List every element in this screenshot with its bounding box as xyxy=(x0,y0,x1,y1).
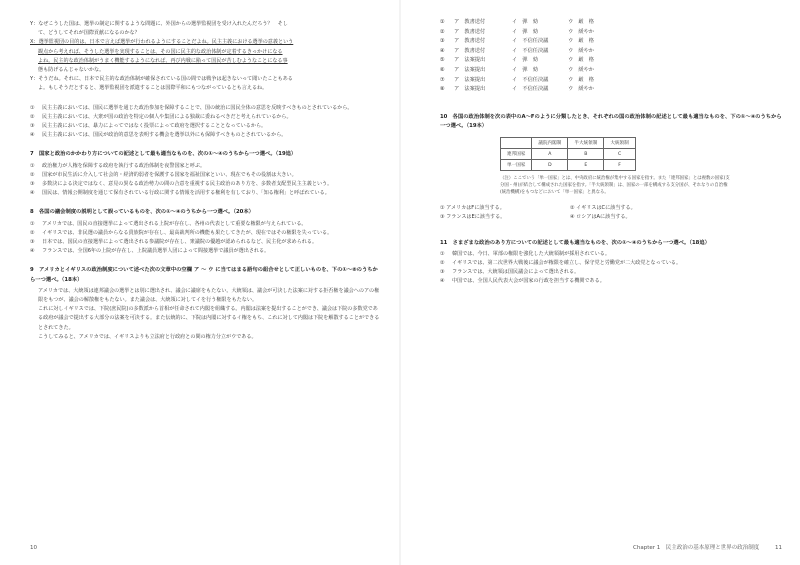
option-pair-row xyxy=(440,204,785,213)
choice-b: イ 不信任決議 xyxy=(512,47,549,54)
option-text: イギリスでは、非民選の議員からなる貴族院が存在し、最高裁判所の機能も果たしてきたが、現在ではその権限を失っている。 xyxy=(42,229,333,236)
option-number: ② xyxy=(30,113,35,120)
option-text: ② イギリスはCに該当する。 xyxy=(570,205,636,212)
option-row xyxy=(440,277,785,286)
option-text: イギリスでは、第二次世界大戦後に議会が権限を確立し、保守党と労働党が二大政党となっている。 xyxy=(452,259,682,266)
choice-c: ウ 厳 格 xyxy=(568,57,594,64)
option-number: ③ xyxy=(440,269,445,276)
choice-a: ア 教書送付 xyxy=(454,47,486,54)
choice-a: ア 法案提出 xyxy=(454,66,486,73)
q9-passage xyxy=(30,287,380,342)
option-row xyxy=(30,220,380,229)
choice-b: イ 弾 劾 xyxy=(512,28,538,35)
left-page-number: 10 xyxy=(30,545,37,551)
q9-answer-choices xyxy=(440,18,785,95)
option-number: ① xyxy=(30,162,35,169)
option-number: ③ xyxy=(30,239,35,246)
q8-options xyxy=(30,220,380,257)
passage-paragraph: こうしてみると、アメリカでは、イギリスよりも立法府と行政府との間の権力分立がウである。 xyxy=(38,333,257,340)
right-page-number: 11 xyxy=(775,545,782,551)
table-cell: F xyxy=(604,160,635,171)
table-cell: D xyxy=(532,160,568,171)
table-header-cell: 半大統領制 xyxy=(568,138,604,149)
choice-b: イ 弾 劾 xyxy=(512,19,538,25)
q6-options xyxy=(30,104,380,141)
option-text: 民主主義においては、暴力によってではなく投票によって政府を選択することとなっているから。 xyxy=(42,123,267,130)
choice-number: ② xyxy=(440,28,445,35)
choice-c: ウ 厳 格 xyxy=(568,76,594,83)
chapter-footer xyxy=(633,543,782,551)
choice-a: ア 法案提出 xyxy=(454,86,486,93)
option-text: 日本では、国民の直接選挙によって選出される参議院が存在し、衆議院の優越が認められるなど、民主化が求められる。 xyxy=(42,239,318,246)
choice-number: ⑤ xyxy=(440,57,445,64)
option-number: ④ xyxy=(30,248,35,255)
choice-b: イ 不信任決議 xyxy=(512,76,549,83)
option-number: ② xyxy=(30,229,35,236)
option-text: フランスでは、全国6年の上院が存在し、上院議員選挙人団によって間接選挙で議員が選出される。 xyxy=(42,248,270,255)
option-text: 民主主義においては、大衆が国の政治を特定の個人や集団による独裁に委ねるべきだと考えられているから。 xyxy=(42,113,292,120)
dialogue-line: X：選挙監視団の目的は、日本で言えば選挙が行われるようにすることだよね。民主主義における選挙の意義という xyxy=(30,39,294,46)
choice-a: ア 法案提出 xyxy=(454,76,486,83)
passage-paragraph: アメリカでは、大統領は連邦議会の選挙とは別に選出され、議会に議席をもたない。大統領は、議会が可決した法案に対する拒否権を議会へのアの権限をもつが、議会の解散権をもたない。また議会は、大統領に対してイを行う権限をもたない。 xyxy=(38,287,380,304)
q11-heading: 11 さまざまな政治のあり方についての記述として最も適当なものを、次の①～④のうちから一つ選べ。（18追） xyxy=(440,239,710,246)
q10-classification-table xyxy=(500,137,636,171)
q9-heading: 9 アメリカとイギリスの政治制度について述べた次の文章中の空欄 ア ～ ウ に当てはまる語句の組合せとして正しいものを、下の①～⑧のうちから一つ選べ。（18本） xyxy=(30,267,378,283)
option-row xyxy=(30,180,380,189)
q10-table-header-row xyxy=(501,138,636,149)
choice-number: ① xyxy=(440,19,445,25)
choice-number: ⑥ xyxy=(440,66,445,73)
table-cell: B xyxy=(568,149,604,160)
dialogue-line: 態も防げるんじゃないかな。 xyxy=(38,67,105,74)
table-cell: C xyxy=(604,149,635,160)
table-cell: 連邦国家 xyxy=(501,149,532,160)
answer-choice-row xyxy=(440,56,785,66)
option-number: ④ xyxy=(440,278,445,285)
table-cell: 単一国家 xyxy=(501,160,532,171)
option-row xyxy=(440,259,785,268)
choice-b: イ 不信任決議 xyxy=(512,38,549,45)
choice-b: イ 弾 劾 xyxy=(512,57,538,64)
option-text: 民主主義においては、国民に選挙を通じた政治参加を保障することで、国の統治に国民全体の意思を反映すべきものとされているから。 xyxy=(42,104,353,111)
q10-footnote: （注）ここでいう「単一国家」とは、中央政府に統治権が集中する国家を指す。また「連邦国家」とは複数の国家(支分国・州)が結合して構成された国家を指す。「半大統領制」は、国家の一部を構成する支分国が、それなりの自治権(統治機構)をもつなどにおいて「単一国家」と異なる。 xyxy=(500,176,730,196)
option-row xyxy=(30,104,380,113)
option-number: ③ xyxy=(30,123,35,130)
choice-c: ウ 厳 格 xyxy=(568,38,594,45)
option-number: ③ xyxy=(30,181,35,188)
option-text: ③ フランスはEに該当する。 xyxy=(440,214,506,221)
choice-a: ア 教書送付 xyxy=(454,19,486,25)
option-text: 民主主義においては、国民が政治的意思を表明する機会を選挙以外にも保障すべきものとされているから。 xyxy=(42,132,287,139)
table-header-cell: 大統領制 xyxy=(604,138,635,149)
option-text: 韓国では、今日、軍部の権限を強化した大統領制が採用されている。 xyxy=(452,250,610,257)
answer-choice-row xyxy=(440,76,785,86)
choice-number: ④ xyxy=(440,47,445,54)
option-text: 多数決による決定ではなく、意見の異なる政治勢力の間の合意を重視する民主政治のあり方を、多数者支配型民主主義という。 xyxy=(42,181,333,188)
option-pair-row xyxy=(440,213,785,222)
q7-options xyxy=(30,162,380,199)
choice-c: ウ 緩やか xyxy=(568,47,594,54)
table-cell: A xyxy=(532,149,568,160)
option-number: ② xyxy=(30,171,35,178)
option-text: 国民は、情報公開制度を通じて保有されている行政に関する情報を活用する権利を有しており、「知る権利」と呼ばれている。 xyxy=(42,190,330,197)
choice-a: ア 教書送付 xyxy=(454,28,486,35)
option-number: ④ xyxy=(30,190,35,197)
option-row xyxy=(30,238,380,247)
q10-options xyxy=(440,204,785,222)
dialogue-line: よ。もしそうだとすると、選挙監視団を派遣することは国際平和にもつながっているとも言えるね。 xyxy=(38,85,268,92)
option-row xyxy=(30,171,380,180)
choice-c: ウ 緩やか xyxy=(568,66,594,73)
answer-choice-row xyxy=(440,47,785,57)
option-text: フランスでは、大統領は国民議会によって選出される。 xyxy=(452,269,580,276)
intro-dialogue xyxy=(30,20,380,94)
option-row xyxy=(30,122,380,131)
option-row xyxy=(440,268,785,277)
choice-b: イ 不信任決議 xyxy=(512,86,549,93)
choice-a: ア 教書送付 xyxy=(454,38,486,45)
choice-number: ⑧ xyxy=(440,86,445,93)
answer-choice-row xyxy=(440,28,785,38)
option-row xyxy=(30,162,380,171)
q10-heading: 10 各国の政治体制を次の表中のA～Fのように分類したとき、それぞれの国の政治体制の記述として最も適当なものを、下の①～④のうちから一つ選べ。（19本） xyxy=(440,113,782,129)
table-header-cell: 議院内閣制 xyxy=(532,138,568,149)
q10-table-body xyxy=(501,149,636,171)
option-number: ② xyxy=(440,259,445,266)
dialogue-line: Y：なぜこうした国は、選挙の制定に関するような問題に、外国からの選挙監視団を受け入れたんだろう？ そし xyxy=(30,21,288,27)
option-text: ① アメリカはFに該当する。 xyxy=(440,205,505,212)
option-row xyxy=(30,113,380,122)
dialogue-line: 観点から考えれば、そうした選挙を実現することは、その国に民主的な政治体制が定着するきっかけになる xyxy=(38,48,283,55)
option-row xyxy=(30,131,380,140)
choice-b: イ 弾 劾 xyxy=(512,66,538,73)
option-row xyxy=(30,189,380,198)
dialogue-line: Y：そうだね。それに、日本で民主的な政治体制が確保されている国の間では戦争は起きないって聞いたこともある xyxy=(30,76,293,83)
option-row xyxy=(440,250,785,259)
option-number: ④ xyxy=(30,132,35,139)
option-number: ① xyxy=(30,220,35,227)
option-text: 中国では、全国人民代表大会が国家の行政を担当する機関である。 xyxy=(452,278,605,285)
option-text: アメリカでは、国民の直接選挙によって選出される上院が存在し、各州の代表として重要な権限が与えられている。 xyxy=(42,220,307,227)
right-column xyxy=(440,18,785,287)
answer-choice-row xyxy=(440,18,785,28)
choice-number: ⑦ xyxy=(440,76,445,83)
left-column xyxy=(30,20,380,342)
right-page xyxy=(400,0,800,565)
choice-c: ウ 緩やか xyxy=(568,86,594,93)
chapter-title: Chapter 1 民主政治の基本原理と世界の政治制度 xyxy=(633,545,760,551)
table-row xyxy=(501,160,636,171)
choice-a: ア 法案提出 xyxy=(454,57,486,64)
option-row xyxy=(30,247,380,256)
table-header-cell xyxy=(501,138,532,149)
answer-choice-row xyxy=(440,37,785,47)
option-text: 国家が市民生活に介入して社会的・経済的弱者を保護する国家を福祉国家といい、現在でもその役割は大きい。 xyxy=(42,171,297,178)
option-text: ④ ロシアはAに該当する。 xyxy=(570,214,631,221)
answer-choice-row xyxy=(440,85,785,95)
option-number: ① xyxy=(30,104,35,111)
q8-heading: 8 各国の議会制度の説明として誤っているものを、次の①～④のうちから一つ選べ。（20本） xyxy=(30,209,254,216)
dialogue-line: て、どうしてそれが国際貢献になるのかな？ xyxy=(38,30,140,37)
q11-options xyxy=(440,250,785,287)
table-cell: E xyxy=(568,160,604,171)
table-row xyxy=(501,149,636,160)
dialogue-line: よね。民主的な政治体制がうまく機能するようになれば、再び内戦に陥って国民が苦しむようなことになる事 xyxy=(38,57,288,64)
passage-paragraph: これに対しイギリスでは、下院(庶民院)の多数派から首相が任命されて内閣を組織する。内閣は法案を提出することができ、議会は下院の多数党である政府が議会で提出する大部分の法案を可決する。また伝統的に、下院は内閣に対するイ権をもち、これに対して内閣は下院を解散することができるとされてきた。 xyxy=(38,306,380,331)
choice-c: ウ 厳 格 xyxy=(568,19,594,25)
choice-c: ウ 緩やか xyxy=(568,28,594,35)
option-number: ① xyxy=(440,250,445,257)
answer-choice-row xyxy=(440,66,785,76)
option-row xyxy=(30,229,380,238)
q7-heading: 7 国家と政治のかかわり方についての記述として最も適当なものを、次の①～④のうちから一つ選べ。（19追） xyxy=(30,151,297,158)
option-text: 政治権力が人権を保障する政府を執行する政治体制を夜警国家と呼ぶ。 xyxy=(42,162,206,169)
choice-number: ③ xyxy=(440,38,445,45)
